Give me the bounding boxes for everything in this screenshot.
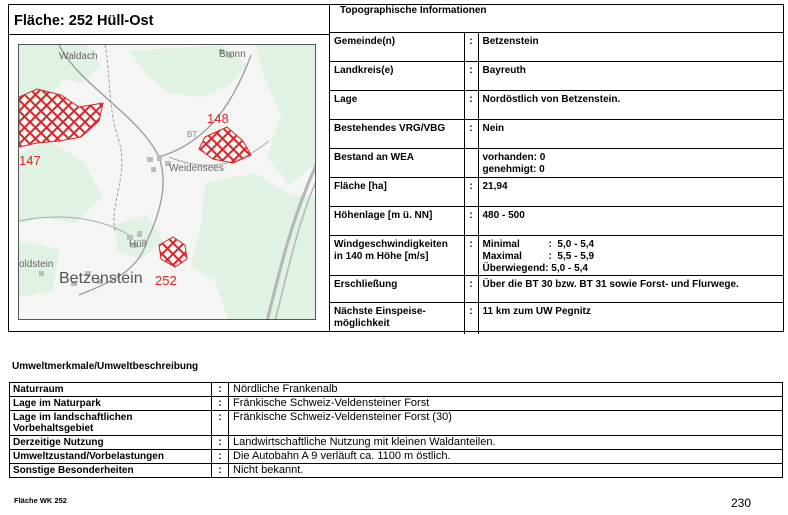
row-label: Gemeinde(n) — [330, 33, 464, 62]
table-row — [10, 450, 783, 464]
row-value: Betzenstein — [478, 33, 784, 62]
env-label: Lage im Naturpark — [10, 397, 212, 411]
row-label — [330, 303, 464, 334]
env-separator: : — [212, 397, 229, 411]
row-label: Höhenlage [m ü. NN] — [330, 207, 464, 236]
env-label: Umweltzustand/Vorbelastungen — [10, 450, 212, 464]
road-label: BT — [187, 130, 198, 139]
row-label-line: Nächste Einspeise- — [334, 306, 426, 317]
env-label-line: Vorbehaltsgebiet — [13, 423, 94, 434]
area-label-147: 147 — [19, 153, 41, 168]
table-row — [10, 436, 783, 450]
place-label-betzenstein: Betzenstein — [59, 270, 143, 287]
place-label-oldstein: oldstein — [19, 259, 54, 270]
table-row — [330, 178, 784, 207]
env-value: Fränkische Schweiz-Veldensteiner Forst — [229, 397, 783, 411]
table-row — [330, 91, 784, 120]
row-separator: : — [464, 207, 478, 236]
row-label: Bestand an WEA — [330, 149, 464, 178]
env-label: Derzeitige Nutzung — [10, 436, 212, 450]
row-separator: : — [464, 33, 478, 62]
table-row — [330, 236, 784, 276]
row-label-line: möglichkeit — [334, 318, 390, 329]
area-title: Fläche: 252 Hüll-Ost — [8, 4, 330, 35]
row-value: Nein — [478, 120, 784, 149]
row-value — [478, 236, 784, 276]
table-row — [330, 33, 784, 62]
row-separator: : — [464, 276, 478, 303]
wind-name: Maximal — [482, 251, 522, 262]
area-label-148: 148 — [207, 111, 229, 126]
row-separator: : — [464, 62, 478, 91]
env-table — [9, 382, 783, 478]
env-label: Naturraum — [10, 383, 212, 397]
table-row — [10, 397, 783, 411]
table-row — [10, 464, 783, 478]
wind-range: 5,0 - 5,4 — [551, 263, 588, 274]
row-label: Fläche [ha] — [330, 178, 464, 207]
row-label-line: Windgeschwindigkeiten — [334, 239, 448, 250]
env-value: Die Autobahn A 9 verläuft ca. 1100 m östlich. — [229, 450, 783, 464]
row-label: Lage — [330, 91, 464, 120]
row-value: Bayreuth — [478, 62, 784, 91]
row-value — [478, 149, 784, 178]
place-label-bronn: Bronn — [219, 49, 246, 60]
row-separator — [464, 149, 478, 178]
wind-speed-list — [483, 239, 781, 275]
env-separator: : — [212, 383, 229, 397]
place-label-huell: Hüll — [129, 239, 147, 250]
row-label: Erschließung — [330, 276, 464, 303]
env-value: Fränkische Schweiz-Veldensteiner Forst (30) — [229, 411, 783, 436]
row-value: 11 km zum UW Pegnitz — [478, 303, 784, 334]
env-label — [10, 411, 212, 436]
location-map — [18, 44, 316, 320]
env-separator: : — [212, 464, 229, 478]
env-separator: : — [212, 411, 229, 436]
place-label-waldach: Waldach — [59, 51, 98, 62]
env-label: Sonstige Besonderheiten — [10, 464, 212, 478]
row-value: Über die BT 30 bzw. BT 31 sowie Forst- und Flurwege. — [478, 276, 784, 303]
table-row — [330, 207, 784, 236]
table-row — [330, 62, 784, 91]
table-row — [330, 303, 784, 334]
wind-name: Überwiegend: — [482, 263, 549, 274]
row-value: Nordöstlich von Betzenstein. — [478, 91, 784, 120]
env-separator: : — [212, 450, 229, 464]
wind-range: : 5,0 - 5,4 — [548, 239, 595, 250]
wea-existing: vorhanden: 0 — [482, 152, 546, 163]
footer-label: Fläche WK 252 — [14, 496, 67, 505]
row-separator: : — [464, 91, 478, 120]
page-number: 230 — [731, 496, 752, 510]
row-separator: : — [464, 178, 478, 207]
wind-name: Minimal — [482, 239, 520, 250]
env-label-line: Lage im landschaftlichen — [13, 412, 133, 423]
row-separator: : — [464, 120, 478, 149]
wea-approved: genehmigt: 0 — [482, 164, 545, 175]
row-value: 21,94 — [478, 178, 784, 207]
row-separator: : — [464, 303, 478, 334]
env-value: Nicht bekannt. — [229, 464, 783, 478]
table-row — [10, 383, 783, 397]
env-heading: Umweltmerkmale/Umweltbeschreibung — [12, 361, 199, 372]
env-value: Nördliche Frankenalb — [229, 383, 783, 397]
wind-range: : 5,5 - 5,9 — [548, 251, 595, 262]
env-separator: : — [212, 436, 229, 450]
topo-header: Topographische Informationen — [340, 5, 487, 16]
row-value: 480 - 500 — [478, 207, 784, 236]
topo-info-table — [330, 32, 784, 334]
table-row — [330, 276, 784, 303]
table-row — [330, 120, 784, 149]
row-separator: : — [464, 236, 478, 276]
row-label: Landkreis(e) — [330, 62, 464, 91]
table-row — [330, 149, 784, 178]
env-value: Landwirtschaftliche Nutzung mit kleinen Waldanteilen. — [229, 436, 783, 450]
place-label-weidensees: Weidensees — [169, 163, 224, 174]
row-label — [330, 236, 464, 276]
area-label-252: 252 — [155, 273, 177, 288]
row-label: Bestehendes VRG/VBG — [330, 120, 464, 149]
row-label-line: in 140 m Höhe [m/s] — [334, 251, 429, 262]
table-row — [10, 411, 783, 436]
